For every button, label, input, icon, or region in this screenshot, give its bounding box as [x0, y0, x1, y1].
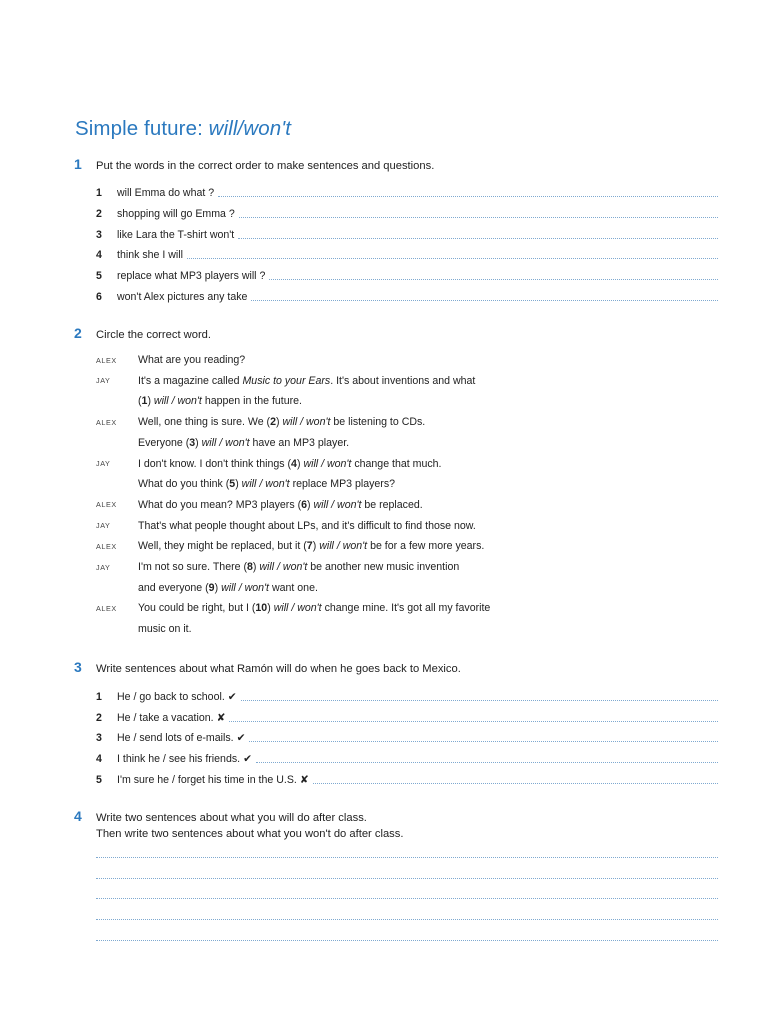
speaker-label: ALEX	[96, 500, 117, 510]
item-prompt: won't Alex pictures any take	[117, 291, 248, 303]
text-before: You could be right, but I (	[138, 602, 256, 615]
gap-number: 1	[141, 395, 148, 408]
exercise-4-instruction-2: Then write two sentences about what you won't do after class.	[96, 828, 404, 840]
text-before: What do you think (	[138, 478, 230, 491]
dialogue-line	[96, 497, 716, 513]
speaker-label: ALEX	[96, 603, 117, 613]
text-before: music on it.	[138, 623, 192, 636]
text-after: want one.	[269, 581, 318, 594]
dialogue-text: (1) will / won't happen in the future.	[138, 395, 303, 408]
answer-line[interactable]	[269, 278, 718, 280]
exercise-3-item	[96, 770, 718, 786]
cross-icon: ✘	[216, 711, 226, 724]
dialogue-text	[138, 375, 475, 387]
exercise-3-item	[96, 749, 718, 765]
item-number: 4	[96, 249, 102, 262]
gap-number: 9	[208, 581, 215, 594]
writing-line[interactable]	[96, 878, 718, 879]
dialogue-line	[96, 580, 716, 596]
dialogue-line	[96, 414, 716, 430]
answer-line[interactable]	[251, 299, 718, 301]
text-before: Well, they might be replaced, but it (	[138, 540, 307, 553]
word-choice[interactable]: will / won't	[313, 498, 362, 511]
text-after: happen in the future.	[201, 395, 303, 408]
exercise-2-number: 2	[74, 325, 82, 341]
gap-number: 8	[246, 561, 253, 573]
writing-line[interactable]	[96, 857, 718, 858]
speaker-label: JAY	[96, 376, 111, 386]
answer-line[interactable]	[313, 782, 718, 784]
check-icon: ✔	[236, 732, 246, 745]
text-after: have an MP3 player.	[249, 436, 350, 449]
item-number: 1	[96, 187, 102, 199]
gap-number: 4	[291, 457, 297, 470]
exercise-4-instruction-1: Write two sentences about what you will do after class.	[96, 812, 367, 824]
text-after: change that much.	[351, 457, 442, 470]
text-after: . It's about inventions and what	[330, 374, 476, 387]
exercise-3-number: 3	[74, 659, 82, 675]
item-prompt: will Emma do what ?	[117, 187, 215, 199]
gap-number: 2	[270, 416, 276, 429]
speaker-label: ALEX	[96, 417, 117, 427]
text-after: replace MP3 players?	[289, 478, 396, 491]
text-before: That's what people thought about LPs, and it's difficult to find those now.	[138, 519, 476, 532]
text-before: It's a magazine called	[138, 374, 243, 387]
word-choice[interactable]: will / won't	[319, 540, 368, 553]
item-number: 6	[96, 291, 102, 303]
answer-line[interactable]	[238, 237, 718, 239]
dialogue-line	[96, 559, 716, 575]
text-before: I don't know. I don't think things (	[138, 457, 292, 470]
exercise-1-instruction: Put the words in the correct order to make sentences and questions.	[96, 160, 435, 172]
item-prompt: replace what MP3 players will ?	[117, 270, 266, 283]
item-number: 5	[96, 773, 102, 786]
dialogue-text	[138, 520, 476, 532]
exercise-2-instruction: Circle the correct word.	[96, 329, 212, 341]
word-choice[interactable]: will / won't	[153, 395, 202, 408]
dialogue-line	[96, 476, 716, 492]
item-prompt: He / go back to school.	[117, 691, 225, 703]
item-number: 5	[96, 270, 102, 283]
word-choice[interactable]: will / won't	[221, 581, 270, 594]
word-choice[interactable]: will / won't	[303, 457, 352, 470]
item-prompt: like Lara the T-shirt won't	[117, 228, 235, 241]
item-prompt: shopping will go Emma ?	[117, 207, 235, 220]
answer-line[interactable]	[256, 761, 718, 763]
text-after: be listening to CDs.	[330, 416, 426, 429]
answer-line[interactable]	[187, 257, 718, 259]
magazine-title: Music to your Ears	[242, 374, 331, 387]
title-prefix: Simple future:	[75, 117, 209, 140]
answer-line[interactable]	[249, 740, 718, 742]
dialogue-line	[96, 518, 716, 534]
dialogue-text: and everyone (9) will / won't want one.	[138, 581, 318, 594]
writing-line[interactable]	[96, 940, 718, 941]
dialogue-line	[96, 393, 716, 409]
item-number: 4	[96, 753, 102, 766]
dialogue-text: You could be right, but I (10) will / won't change mine. It's got all my favorite	[138, 602, 491, 615]
gap-number: 3	[189, 436, 196, 449]
speaker-label: JAY	[96, 459, 111, 468]
exercise-1-item	[96, 266, 718, 282]
word-choice[interactable]: will / won't	[201, 436, 250, 449]
gap-number: 6	[301, 498, 308, 511]
writing-line[interactable]	[96, 919, 718, 920]
speaker-label: JAY	[96, 562, 111, 572]
page-title	[75, 117, 291, 141]
dialogue-text	[138, 623, 192, 635]
item-number: 1	[96, 691, 102, 703]
dialogue-text	[138, 354, 245, 366]
item-number: 3	[96, 228, 102, 241]
text-before: (	[138, 395, 142, 408]
exercise-3-instruction: Write sentences about what Ramón will do when he goes back to Mexico.	[96, 663, 461, 675]
dialogue-text: Well, one thing is sure. We (2) will / won't be listening to CDs.	[138, 416, 426, 429]
exercise-1-item	[96, 245, 718, 261]
exercise-4-number: 4	[74, 808, 82, 824]
dialogue-text: What do you mean? MP3 players (6) will / won't be replaced.	[138, 498, 423, 511]
text-before: Well, one thing is sure. We (	[138, 416, 271, 429]
exercise-3-item	[96, 728, 718, 744]
dialogue-line	[96, 621, 716, 637]
answer-line[interactable]	[239, 216, 718, 218]
gap-number: 5	[229, 478, 236, 491]
dialogue-text: I'm not so sure. There (8) will / won't be another new music invention	[138, 561, 460, 573]
text-after: be another new music invention	[307, 561, 460, 573]
text-after: change mine. It's got all my favorite	[321, 602, 491, 615]
dialogue-text: I don't know. I don't think things (4) will / won't change that much.	[138, 457, 442, 470]
item-number: 2	[96, 711, 102, 724]
text-before: I'm not so sure. There (	[138, 561, 247, 573]
cross-icon: ✘	[299, 773, 309, 786]
dialogue-line	[96, 538, 716, 554]
dialogue-text: What do you think (5) will / won't replace MP3 players?	[138, 478, 396, 491]
dialogue-text: Well, they might be replaced, but it (7) will / won't be for a few more years.	[138, 540, 485, 553]
text-before: Everyone (	[138, 436, 190, 449]
exercise-1-item	[96, 183, 718, 199]
dialogue-line	[96, 435, 716, 451]
item-prompt: I'm sure he / forget his time in the U.S.	[117, 773, 297, 786]
exercise-1-item	[96, 225, 718, 241]
writing-line[interactable]	[96, 898, 718, 899]
text-after: be for a few more years.	[367, 540, 485, 553]
speaker-label: JAY	[96, 521, 111, 531]
item-prompt: He / take a vacation.	[117, 711, 214, 724]
answer-line[interactable]	[241, 699, 718, 701]
word-choice[interactable]: will / won't	[282, 416, 331, 429]
dialogue-line	[96, 600, 716, 616]
exercise-1-item	[96, 287, 718, 303]
item-prompt: He / send lots of e-mails.	[117, 732, 234, 745]
item-number: 3	[96, 732, 102, 745]
exercise-1-number: 1	[74, 156, 82, 172]
dialogue-line	[96, 352, 716, 368]
exercise-3-item	[96, 687, 718, 703]
answer-line[interactable]	[229, 720, 718, 722]
word-choice[interactable]: will / won't	[259, 561, 308, 573]
speaker-label: ALEX	[96, 355, 117, 365]
exercise-3-item	[96, 708, 718, 724]
answer-line[interactable]	[218, 195, 718, 197]
check-icon: ✔	[227, 691, 237, 703]
text-after: be replaced.	[361, 498, 423, 511]
item-number: 2	[96, 207, 102, 220]
item-prompt: I think he / see his friends.	[117, 753, 241, 766]
gap-number: 10	[255, 602, 268, 615]
check-icon: ✔	[243, 753, 252, 766]
exercise-1-item	[96, 204, 718, 220]
gap-number: 7	[306, 540, 313, 553]
dialogue-line	[96, 456, 716, 472]
item-prompt: think she I will	[117, 249, 183, 262]
text-before: and everyone (	[138, 581, 209, 594]
text-before: What do you mean? MP3 players (	[138, 498, 302, 511]
text-before: What are you reading?	[138, 354, 246, 366]
title-italic: will/won't	[208, 117, 292, 140]
dialogue-text: Everyone (3) will / won't have an MP3 player.	[138, 436, 350, 449]
dialogue-line	[96, 373, 716, 389]
speaker-label: ALEX	[96, 541, 117, 551]
word-choice[interactable]: will / won't	[273, 602, 322, 615]
word-choice[interactable]: will / won't	[241, 478, 290, 491]
